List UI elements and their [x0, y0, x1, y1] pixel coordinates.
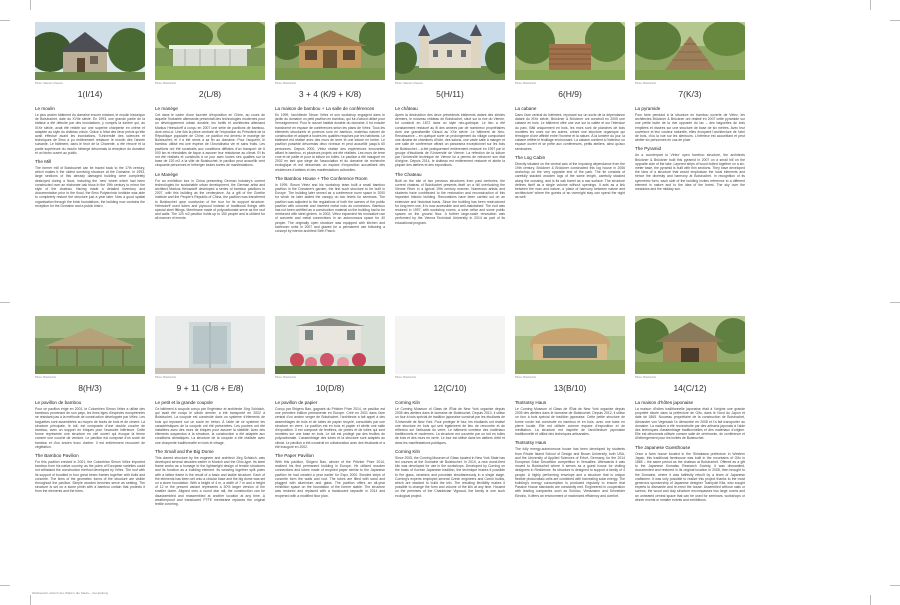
english-title: The Small and the Big Dome: [155, 448, 214, 454]
english-text: With this pavilion, Shigeru Ban, winner of the Pritzker Prize 2014, realized his first permanent building in Europe. He utilized wooden connections and tubes made of recycled paper similar to the Japanese pavilion he had created a year earlier for Expo 2000. Bonded strips of concrete form the walls and roof. The tubes are filled with sand and plugged with aluminium and glass. The pavilion offers an all-year exhibition space on the foundation of the former stable. The structure was restored and replaced with a translucent tarpaulin in 2014 and reopened with a modified floor plan.: [275, 460, 385, 498]
photo-credit: Photo: Valentin Chauvet: [395, 82, 423, 85]
photo-credit: Photo: Boisbuchet: [275, 82, 297, 85]
building-code: 8(H/3): [78, 383, 102, 393]
french-text: Conçu par Shigeru Ban, gagnant du Pritzker Prize 2014, ce pavillon est une première édition permanente en Europe. Créé en 2001 dans l'axe central d'un ancien verger de Boisbuchet, l'architecte a fait appel à des assemblages de bois et de tubes de papier recyclé, consolidés par une structure en verre. Le pavillon est en bois et papier et abrite une salle d'exposition. Il est composé de fenêtres, de portes et de toiles qui sont montées sur une base en bois. Le toit est protégé par des feuilles de polycarbonate. L'assemblage des tubes et la structure sont adaptés au climat. Le pavillon a été construit en collaboration avec des étudiants et a été inauguré en 2002.: [275, 407, 385, 449]
english-text: This domed structure by the engineer and architect Jörg Schlaich, was developed several decades earlier in Munich and the Ohio-type. Its steel frame works as a homage to the lightweight design of tensile structures and its function as a building element. Its weaving together split poles with a lattice frame is the result of a basic and tactile structure. Each of the elements has been set onto a circular base and the big dome was set on a stone foundation. With a height of 4 m, a width of 7 m and a height of 12 m the present variant represents a 30% larger version of the smaller dome. Aligned onto a round star rail, the construction can be disassembled and reassembled at another location at any time. A weatherproof and translucent PTFE membrane replaces the original textile covering.: [155, 455, 265, 507]
photo-credit: Photo: Boisbuchet: [515, 376, 537, 379]
panel-domes: [150, 316, 270, 586]
photo-japanese-house: [635, 316, 745, 374]
french-text: Après la destruction des deux précédents bâtiments datant des siècles derniers, le nouveau château de Boisbuchet, situé sur la rive du Vienne, fut construit en 1872 dans un style néo-gothique. Le lieu a été constamment restauré au fil des années par de nombreux propriétaires dont une grandfamille Giraud au XXe siècle. Le bâtiment de Néo-Renaissance – en quelque sorte un prolongement du village comportant une dizaine de chambres d'hôte, des salons, une vaste salle à manger et une salle de conférence offrant un panorama exceptionnel sur les bois de Boisbuchet – a été pratiquement entièrement restauré en 1997 par le groupe d'étudiants de l'Université de Vienne. La réfection de la toiture par l'Université technique de Vienne lui a permis de retrouver son état d'origine. Depuis 2014, le château est entièrement restauré et abrite la plupart des ateliers et des expositions.: [395, 113, 505, 168]
english-text: Once a farm house located in the Shirakawa prefecture in Western Japan, this traditional farmhouse was built in the mountains of Gifu in 1865 – the same period as the chateau at Boisbuchet. Offered as a gift to the Japanese Komatsu Research Society, it was dismantled, documented and restored in its original location in 2008, then brought to the Domaine, where it was faithfully rebuilt by a team of Japanese craftsmen. It was only possible to realize this project thanks to the most generous sponsorship of Japanese designer Toshiyuki Kita, who sought experts to dismantle and re-erect the house. Assembled without nails or screws, the wood and clay structure encompasses two large rooms and an unheated central space that can be used for seminars, workshops or dinner events or smaller events and exhibitions.: [635, 451, 745, 502]
photo-glass-door: [155, 316, 265, 374]
english-text: The fully energy-autonomous house has been developed by students from Rhode Island School of Design and Brown University, both USA, and the University of Applied Sciences of Erfurt, Germany, for the 2014 European Solar Decathlon competition in Versailles. Afterwards it was moved to Boisbuchet where it serves as a guest house for visiting designers in Residence. Its structure is designed to support a family of 4 people. A highly performing envelope and a structure that is unique flexible photovoltaic cells are combined with harvesting solar energy. The building's energy consumption is produced regularly to ensure that Passive House standards are constantly met. Engineered in cooperation with leading companies such as Schüco, Viessmann and Schneider Electric, it offers an environment of maximized efficiency and comfort.: [515, 447, 625, 498]
english-text: For an exhibition tour in China presenting German industry's current technologies for sustainable urban development, the German artist and architect Markus Heinsdorff developed a series of bamboo pavilions in 2007, with this building as the centerpiece. As a gift of the Goethe Institute and the People's Republic of China, the pavilion was transferred to Boisbuchet upon conclusion of the tour for its support structure. Heinsdorff used tubes and plywood instead of traditional fixings with special steel fittings. Membrane made of polycarbonate serve as the roof and walls. The 120 m2 pavilion holds up to 150 people and is utilized for all manner of events.: [155, 178, 265, 221]
panel-pyramid: [630, 22, 750, 300]
english-title: Corning Kiln: [395, 448, 421, 454]
french-text: Le Corning Museum of Glass de l'État de New York organise depuis 2005 des ateliers dans le domaine de Boisbuchet. Depuis 2012, il utilise un four à bois spécial de tradition japonaise. Cette petite structure de forme ronde est construite en bambou et en bois, avec une base en pierre locale. Elle est utilisée comme espace d'exposition et de méditation. La structure est inspirée de l'architecture japonaise traditionnelle et utilise des techniques artisanales.: [515, 407, 625, 437]
crop-mark: [0, 302, 10, 303]
crop-mark: [890, 302, 900, 303]
photo-credit: Photo: Boisbuchet: [395, 376, 417, 379]
french-title: Le moulin: [35, 106, 55, 111]
crop-mark: [0, 585, 10, 586]
english-title: The Japanese Guesthouse: [635, 444, 691, 450]
crop-mark: [870, 595, 871, 605]
photo-round-pavilion: [515, 316, 625, 374]
top-row: [30, 22, 870, 300]
panel-corning-kiln: [390, 316, 510, 586]
bottom-row: [30, 316, 870, 586]
crop-mark: [30, 595, 31, 605]
photo-credit: Photo: Boisbuchet: [275, 376, 297, 379]
photo-cabin: [515, 22, 625, 80]
building-code: 12(C/10): [433, 383, 467, 393]
french-text: La maison d'hôtes traditionnelle japonaise était à l'origine une grande propriété située dans la préfecture de Gifu, dans le Nord du Japon et date de 1865. Nouveau propriétaire de la construction de Boisbuchet, Alexander von Vegesack l'a démontée en 2008 et l'a fait transporter au domaine. La maison a été reconstruite par des artisans japonais à l'aide des techniques d'assemblage traditionnelles et des matériaux d'origine. Elle est désormais utilisée comme salle de cérémonie, de conférence et d'hébergement pour les invités de Boisbuchet.: [635, 407, 745, 441]
panel-spacer-top: [750, 22, 870, 300]
photo-credit: Photo: Boisbuchet: [155, 82, 177, 85]
english-title: The Bamboo House + The Conference Room: [275, 175, 368, 181]
french-title: Tsotsotsy Haus: [515, 400, 547, 405]
crop-mark: [30, 0, 31, 10]
french-title: Le pavillon de bambou: [35, 400, 82, 405]
photo-credit: Photo: Boisbuchet: [35, 376, 57, 379]
english-title: The Mill: [35, 159, 52, 165]
crop-mark: [890, 585, 900, 586]
panel-spacer-bottom: [750, 316, 870, 586]
english-text: Directly situated on the central axis of the imposing dépendance from the 19th century, Brückner & Brückner constructed this log house in 2006 workshop on the very opposite end of the park. The tie consists of carefully stacked wooden logs of the same length, carefully stacked along the crossing, and is its oak barrel as a raw surface. The structure defines itself as a single volume without openings. It acts as a link between the man and nature, a 'place of harmony between nature and architecture' where the guests of an overnight stay can spend the night as well.: [515, 161, 625, 200]
panel-japanese-house: [630, 316, 750, 586]
building-code: 7(K/3): [678, 89, 702, 99]
french-title: La pyramide: [635, 106, 661, 111]
building-code: 9 + 11 (C/8 + E/8): [176, 383, 244, 393]
panel-bamboo-pavilion: [30, 316, 150, 586]
french-text: Le plus ancien bâtiment du domaine encore existant, le moulin historique de Boisbuchet, date du XVIIe siècle. En 1993, une grande partie de la bâtisse a été détruite par des inondations, y compris la turbine qui, au XIXe siècle, avait été refaite sur une superbe charpente en chêne et adaptée au style du château voisin. Grâce à l'état des lieux précis qu'elle avait effectué avant les inondations, l'Université des sciences et techniques de Brno a pu entièrement restaurer le moulin dès l'année suivante. Le bâtiment, dans le tiroir de la Charente, a été rénové et la partie supérieure du moulin héberge désormais la réception du domaine et un bistro ouvert au public.: [35, 113, 145, 155]
photo-credit: Photo: Boisbuchet: [635, 376, 657, 379]
photo-chateau: [395, 22, 505, 80]
french-text: Pour faire pendant à la structure en bambou ouverte de Vélez, les architectes Brückner & Brückner ont réalisé en 2007 cette pyramide sur une petite butte de la rive opposée du lac – des baguettes de bois empilées et vissées sur une structure de base de six mètres. Avec leur ouverture et leur couleur naturelle, elles évoquent l'architecture de l'abri de bois, d'où la vue sur les alentours. L'intérieur est accueillant et peut abriter six personnes en cas de pluie.: [635, 113, 745, 143]
photo-stone-cottage: [35, 22, 145, 80]
building-code: 5(H/11): [436, 89, 464, 99]
panel-cabin: [510, 22, 630, 300]
french-title: Le manège: [155, 106, 178, 111]
building-code: 1(I/14): [77, 89, 103, 99]
english-text: For this pavilion erected in 2001, the Colombian Simon Vélez imported bamboo from his native country, as the poles of European varieties could not withstand the construction method developed by Vélez. The roof with its support of bundled in four great beam frames together with bolts and concrete. The lines of the geometric forms of the structure are visible throughout the pavilion. Simple wooden benches serve as seating. The structure is set on a stone plinth with a bamboo curtain that protects it from the elements and the trees.: [35, 460, 145, 494]
building-code: 3 + 4 (K/9 + K/8): [298, 89, 362, 99]
french-title: La maison de bambou + La salle de conférences: [275, 106, 375, 111]
panel-tsotsotsy-haus: [510, 316, 630, 586]
photo-credit: Photo: Boisbuchet: [155, 376, 177, 379]
english-title: The Log Cabin: [515, 154, 546, 160]
building-code: 10(D/8): [315, 383, 345, 393]
english-title: The Chateau: [395, 171, 422, 177]
building-code: 6(H/9): [558, 89, 582, 99]
english-text: In 1999, Simon Vélez and his workshop team built a small bamboo pavilion in the Domaine's garden, the first such structure to be built in Europe. The building later served as a conference room space in 2000 for which he later added the canopy on two levels for seminars. The pavilion was adjusted to the regulations of both the owners of the public pavilion with concrete and inserted metal rods as connectors. Bamboo has not been certified as a construction material so the building had to be reinforced with steel girders. In 2002, Vélez expanded his innovative use of concrete and metal connections in an autonomous space for 40 people. The originally open structure was equipped with kitchen and bathroom units in 2007 and glazed for a permanent use following a concept by interior architect Seth Pasch.: [275, 182, 385, 234]
english-text: Built on the site of two previous structures from past centuries, the current chateau of Boisbuchet presents itself on a hill overlooking the Vienne River in a typical 19th century manner. Numerous artists and students have contributed to the restoration and reconstruction of this important historic building. Renovations have been carried out on an extensive and historical basis. Since the building has been restructured for long-term use, it is now accessible and well-maintained. The roof was restored in 1997, with workshop rooms, a wine cellar and some public spaces on the ground floor. A further large-scale renovation was performed by the Vienna Technical University in 2014 as part of its educational program.: [395, 178, 505, 225]
french-text: Cet dans le cadre d'une tournée d'exposition en Chine, au cours de laquelle l'industrie allemande présentait des technologies modernes pour un développement urbain durable, les furtifs et architectes allemand Markus Heinsdorff a conçu en 2007 une série de pavillons de bambou, dont celui-ci. Une fois la pièce centrale de l'exposition du Président de la République populaire de Chine, ce pavillon est devenu le manège de Boisbuchet, et il a été remis à sa fin au domaine. Pour l'acquérir, le bambou utilisé est une espèce de l'Arundinaria vie et sans fruits. Les pavillons ont été soustraits aux conditions difficiles d'un transport de 6 000 km et réinstallés de façon à assurer leur résistance au climat. Et ils ont été réalisés et construits à ce jour avec toutes ses qualités sur la base de 120 m2 à la ville de Boisbuchet, le pavillon peut accueillir cent cinquante personnes et héberger toutes sortes de manifestations.: [155, 113, 265, 168]
english-title: The Pyramid: [635, 146, 662, 152]
french-text: Le Corning Museum of Glass de l'État de New York organise depuis 2005 des ateliers dans le domaine de Boisbuchet. Depuis 2010, il utilise un four à bois spécial de tradition japonaise construit par les étudiants de l'Université de New York. Pour protéger le four, les étudiants ont réalisé une structure en bois qui sert également de lieu de rencontre et de réflexion sur l'artisanat du verre. Le bâtiment combine des matériaux traditionnels et modernes. La structure est couverte par un toit en tuiles de bois et des murs en verre. Le four est utilisé dans les ateliers d'été et dans les manifestations publiques.: [395, 407, 505, 445]
panel-paper-pavilion: [270, 316, 390, 586]
english-text: The former mill of Boisbuchet can be traced back to the 17th century, which makes it the oldest surviving structure at the Domaine. In 1993, large sections of this already damaged building were completely destroyed during a flood, including the 'new' wheel which had been constructed over an elaborate oak truss in the 19th century to mirror the style of the chateau. Having made a detailed inventory and documentation prior to the flood, the Brno Polytechnic Institute was able to completely restore the structure just a year later. Now a good spatial organisation through the brick foundations, the building now contains the reception for the Domaine and a public bistro.: [35, 166, 145, 208]
english-title: Le Manège: [155, 171, 178, 177]
english-text: As a counterpart to Vélez' open bamboo structure, the architects Brückner & Brückner built this pyramid in 2007 on a small hill on the opposite side of the lake. Layered strips of wood bolted together on a six-meter base, the pyramid is built with thin sections. They have developed the idea of a structure that would emphasize the local elements and hence the diversity and harmony at Boisbuchet. In recognition of its symmetric form, each side of the building invites reference to a different element in nature and to the idea of the forest. The sky over the meadows and the midday sun.: [635, 153, 745, 192]
photo-glass-pavilion: [155, 22, 265, 80]
french-text: Ce bâtiment à coupole conçu par l'ingénieur et architecte Jörg Schlaich, qui avait été conçu le siècle dernier, a été transporté en 2002 à Boisbuchet. La coupole est construite dans un système d'éléments de bois qui reposent sur un socle en béton. À l'aide de ce système les caractéristiques de la coupole ont été préservées. Les poutres ont été installées avec des murs de briques pour assurer la stabilité. Avec des éléments suspendus à la structure, la construction a été adaptée aux conditions climatiques. La structure de la coupole a été réalisée avec une charpente traditionnelle en bois et vitrage.: [155, 407, 265, 445]
crop-mark: [870, 0, 871, 10]
photo-flower-house: [275, 316, 385, 374]
french-text: En 1999, l'architecte Simon Vélez et son workshop engagent dans le jardin du domaine un petit pavillon en bambou, qui fut d'abord utilisé pour l'enseignement. Pour le nouvel habitat durable du domaine, il fut ensuite transformé en espace de conférences selon les plans de Vélez. Tous les éléments structurels et porteurs sont en bambou, matériau naturel de construction et adapté à toutes les qualités requises par les habitants. Le bâtiment est réalisé avec des murs de terre et une toiture en herbe. Le pavillon possède désormais deux niveaux et peut accueillir jusqu'à 60 personnes. Depuis 2000, Vélez réalise des expériences innovantes alliant le bambou, et plusieurs projets ont été réalisés. Les murs de terre crue et de paille et pour la toiture en tuiles. Le pavillon a été inauguré en 2002 en tant que siège de l'association et du domaine de recherche écologique et est désormais un espace d'exposition accueillant des résidences d'artistes et des manifestations culturelles.: [275, 113, 385, 172]
building-code: 2(L/8): [198, 89, 222, 99]
french-title: Le petit et la grande coupole: [155, 400, 213, 405]
french-title: La maison d'hôtes japonaise: [635, 400, 694, 405]
footer-note: Wettbewerb «Durch den Wald in die Stadt» – Ausstellung: [32, 591, 109, 595]
panel-bamboo-house: [270, 22, 390, 300]
crop-mark: [890, 20, 900, 21]
panel-chateau: [390, 22, 510, 300]
photo-credit: Photo: Boisbuchet: [635, 82, 657, 85]
french-title: Le pavillon de papier: [275, 400, 318, 405]
english-text: Since 2005, the Corning Museum of Glass located in New York State has led courses at the Domaine de Boisbuchet. In 2010, a new wood-fired kiln was developed for use in the workshops. Developed by Corning on the basis of Korean Japanese tradition, the technique makes it possible to fire glass, ceramics and porcelain simultaneously in a single stage. Corning's experts employed several Czech engineers and Czech builds, which are stacked to build the kiln. The resulting flexibility makes it possible to change the form and volume of the kiln at any time. Housed on the premises of the Chanteclair Vignaud, the family is one such ecological project.: [395, 455, 505, 498]
french-title: Le château: [395, 106, 418, 111]
photo-timber-house: [275, 22, 385, 80]
french-text: Dans l'axe central du bâtiment, reposant sur un socle de la dépendance datant du XIXe siècle, Brückner & Brückner ont construit en 2005 une cabane en bois. Le bâtiment offre une vue sur la vallée et sur l'étendue du parc. Bâti uniquement en bois, les murs sont de planches de bois montées les unes sur les autres, créant une structure organique qui témoigne d'une affinité entre l'homme et la nature. À la lumière du jour, la cabane reflète le feuillage environnant. La cabane contient à l'intérieur un espace ouvert et se prête aux conférences, petits ateliers, ainsi qu'aux séminaires.: [515, 113, 625, 151]
panel-manege: [150, 22, 270, 300]
photo-pyramid: [635, 22, 745, 80]
building-code: 13(B/10): [553, 383, 587, 393]
building-code: 14(C/12): [673, 383, 707, 393]
photo-bamboo-structure: [35, 316, 145, 374]
english-title: The Bamboo Pavilion: [35, 453, 79, 459]
photo-corning-kiln: [395, 316, 505, 374]
panel-mill: [30, 22, 150, 300]
photo-credit: Photo: Valentin Chauvet: [35, 82, 63, 85]
photo-credit: Photo: Boisbuchet: [515, 82, 537, 85]
crop-mark: [0, 20, 10, 21]
english-title: The Paper Pavilion: [275, 453, 314, 459]
french-title: Corning Kiln: [395, 400, 421, 405]
french-title: La cabane: [515, 106, 537, 111]
french-text: Pour ce pavillon érigé en 2001, le Colombien Simon Vélez a utilisé des bambous provenant de son pays, les fines tiges d'espèces européennes ne résistant pas à la méthode de construction développée par Vélez. Les baguettes sont assemblées au moyen de bouts de bois et de ciment. La structure principale, le toit, est composée d'une double couche de bambou, avec un support en briques pour l'avancée intérieure. Cette forme représente une structure en ciel ouvert qui évoque la ferme comme une couche de verdure. Le pavillon est composé d'un socle de bambou et d'un ancien tronc d'arbre. Il est entièrement recouvert de végétation.: [35, 407, 145, 449]
english-title: Tsotsotsy Haus: [515, 440, 547, 446]
